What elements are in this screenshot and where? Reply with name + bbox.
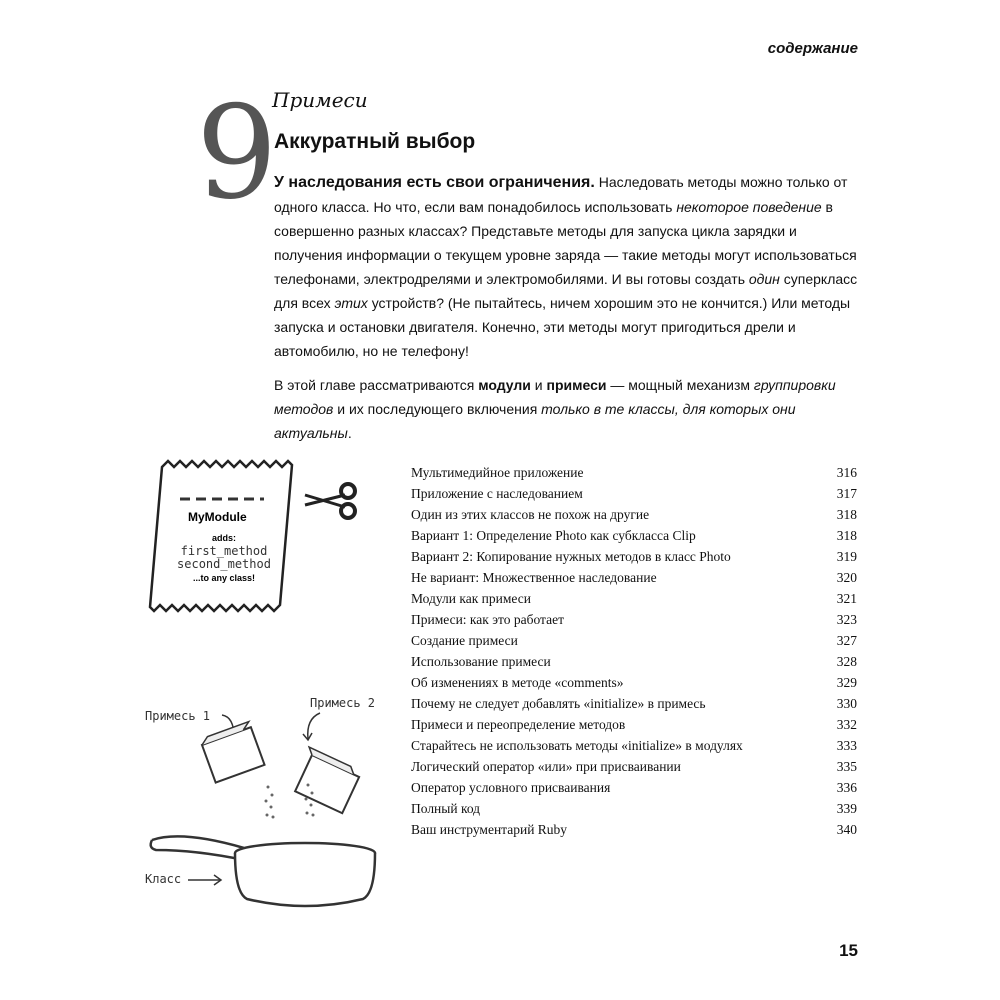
toc-entry-title: Вариант 1: Определение Photo как субкласса Clip <box>411 528 696 543</box>
module-method-2: second_method <box>177 557 271 571</box>
toc-entry-title: Логический оператор «или» при присваивании <box>411 759 681 774</box>
intro-bold: модули <box>478 377 531 393</box>
chapter-number: 9 <box>196 79 278 228</box>
intro-bold: примеси <box>546 377 607 393</box>
toc-entry-title: Вариант 2: Копирование нужных методов в класс Photo <box>411 549 731 564</box>
module-title: MyModule <box>188 510 247 524</box>
module-method-1: first_method <box>180 544 268 558</box>
toc-entry[interactable] <box>411 546 857 567</box>
toc-entry[interactable] <box>411 504 857 525</box>
intro-emphasis: группировки методов <box>274 377 836 417</box>
chapter-label: Примеси <box>272 88 368 112</box>
toc-entry[interactable] <box>411 672 857 693</box>
running-head: содержание <box>767 40 858 57</box>
intro-emphasis: некоторое поведение <box>676 199 822 215</box>
toc-entry-title: Не вариант: Множественное наследование <box>411 570 657 585</box>
toc-entry[interactable] <box>411 483 857 504</box>
module-packet <box>150 461 292 611</box>
toc-entry-title: Оператор условного присваивания <box>411 780 611 795</box>
intro-text: устройств? (Не пытайтесь, ничем хорошим это не кончится.) Или методы запуска и остановки двигателя. Конечно, эти методы могут пригодиться дрели и автомобилю, но не телефону! <box>274 295 851 359</box>
toc-entry-title: Почему не следует добавлять «initialize» в примесь <box>411 696 706 711</box>
class-label: Класс <box>145 872 182 886</box>
chapter-intro <box>274 170 859 455</box>
intro-text: в совершенно разных классах? Представьте методы для запуска цикла зарядки и получения информации о текущем уровне заряда — такие методы могут использоваться телефонами, электродрелями и электромобилями. И вы готовы создать <box>274 199 857 287</box>
toc-entry-page: 321 <box>836 591 857 606</box>
toc-entry-page: 340 <box>836 822 857 837</box>
toc-entry[interactable] <box>411 525 857 546</box>
toc-entry[interactable] <box>411 777 857 798</box>
mixin2-packet <box>290 747 362 813</box>
toc-entry-page: 318 <box>836 528 857 543</box>
toc-entry-page: 335 <box>836 759 857 774</box>
mixin-illustration <box>140 455 400 925</box>
page-number: 15 <box>839 941 858 960</box>
toc-entry-page: 329 <box>836 675 857 690</box>
toc-entry[interactable] <box>411 735 857 756</box>
pot-icon <box>151 836 375 906</box>
toc-entry-title: Старайтесь не использовать методы «initialize» в модулях <box>411 738 743 753</box>
toc-entry-title: Полный код <box>411 801 481 816</box>
toc-entry[interactable] <box>411 567 857 588</box>
mixin1-label: Примесь 1 <box>145 709 211 723</box>
toc-entry-page: 316 <box>836 465 857 480</box>
toc-entry-title: Мультимедийное приложение <box>411 465 584 480</box>
intro-lead: У наследования есть свои ограничения. <box>274 174 595 191</box>
toc-entry-title: Приложение с наследованием <box>411 486 583 501</box>
toc-entry-page: 323 <box>836 612 857 627</box>
toc-entry-title: Создание примеси <box>411 633 518 648</box>
toc-entry[interactable] <box>411 693 857 714</box>
toc-entry[interactable] <box>411 714 857 735</box>
toc-entry-page: 328 <box>836 654 857 669</box>
intro-emphasis: один <box>748 271 780 287</box>
toc-entry[interactable] <box>411 462 857 483</box>
toc-list <box>411 462 857 840</box>
toc-entry-title: Об изменениях в методе «comments» <box>411 675 624 690</box>
toc-entry[interactable] <box>411 756 857 777</box>
chapter-title: Аккуратный выбор <box>274 130 476 153</box>
intro-text: В этой главе рассматриваются <box>274 377 479 393</box>
intro-text: суперкласс для всех <box>274 271 858 311</box>
toc-entry-title: Один из этих классов не похож на другие <box>411 507 650 522</box>
scissors-icon <box>305 484 355 518</box>
toc-entry-page: 319 <box>836 549 857 564</box>
toc-entry-title: Ваш инструментарий Ruby <box>411 822 568 837</box>
toc-entry-title: Примеси: как это работает <box>411 612 564 627</box>
toc-entry-title: Модули как примеси <box>411 591 531 606</box>
intro-emphasis: только в те классы, для которых они актуальны <box>274 401 796 441</box>
intro-paragraph-1 <box>274 170 859 363</box>
toc-entry-page: 318 <box>836 507 857 522</box>
toc-entry-page: 332 <box>836 717 857 732</box>
intro-text: и их последующего включения <box>333 401 542 417</box>
toc-entry[interactable] <box>411 819 857 840</box>
toc-entry-page: 327 <box>836 633 857 648</box>
mixin1-packet <box>200 722 265 783</box>
intro-emphasis: этих <box>334 295 368 311</box>
toc-entry[interactable] <box>411 798 857 819</box>
toc-entry-page: 333 <box>836 738 857 753</box>
intro-paragraph-2 <box>274 373 859 445</box>
toc-entry[interactable] <box>411 630 857 651</box>
toc-entry-title: Примеси и переопределение методов <box>411 717 626 732</box>
toc-entry-page: 330 <box>836 696 857 711</box>
toc-entry-page: 317 <box>836 486 857 501</box>
toc-entry[interactable] <box>411 609 857 630</box>
toc-entry[interactable] <box>411 588 857 609</box>
toc-entry-page: 336 <box>836 780 857 795</box>
mixin2-label: Примесь 2 <box>310 696 376 710</box>
intro-text: — мощный механизм <box>606 377 754 393</box>
module-footer: ...to any class! <box>192 573 256 583</box>
intro-text: . <box>347 425 352 441</box>
toc-entry-page: 339 <box>836 801 857 816</box>
toc-entry[interactable] <box>411 651 857 672</box>
intro-text: Наследовать методы можно только от одного класса. Но что, если вам понадобилось использовать <box>274 174 848 215</box>
toc-entry-page: 320 <box>836 570 857 585</box>
toc-entry-title: Использование примеси <box>411 654 551 669</box>
module-adds: adds: <box>211 533 237 543</box>
intro-text: и <box>530 377 547 393</box>
